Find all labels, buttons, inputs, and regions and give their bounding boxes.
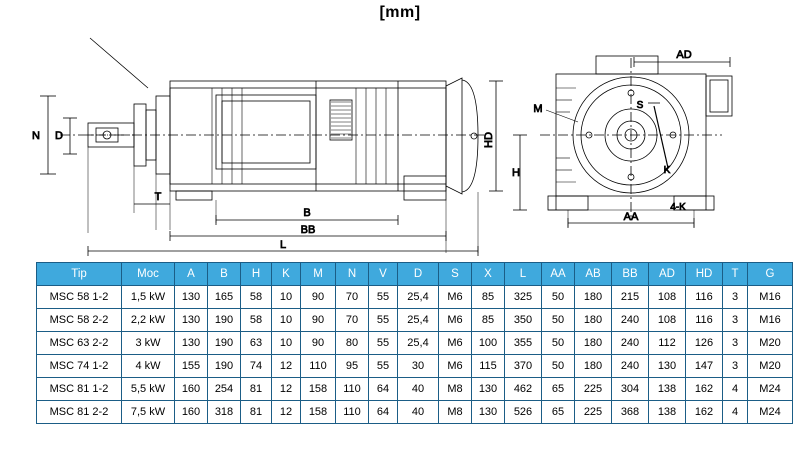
dim-label-K: K — [663, 165, 671, 176]
dim-label-H: H — [512, 167, 520, 179]
cell-bb: 368 — [612, 401, 649, 424]
dim-label-L: L — [279, 239, 287, 251]
cell-d: 40 — [398, 401, 439, 424]
dim-label-S: S — [636, 100, 644, 111]
dim-label-AD: AD — [676, 49, 692, 61]
col-header-l: L — [505, 263, 542, 286]
cell-moc: 4 kW — [122, 355, 175, 378]
cell-hd: 126 — [686, 332, 723, 355]
cell-g: M20 — [748, 332, 793, 355]
cell-hd: 147 — [686, 355, 723, 378]
cell-hd: 116 — [686, 286, 723, 309]
cell-k: 10 — [272, 309, 301, 332]
col-header-ad: AD — [649, 263, 686, 286]
dim-label-B: B — [303, 207, 311, 219]
col-header-n: N — [336, 263, 369, 286]
cell-t: 4 — [723, 401, 748, 424]
col-header-aa: AA — [542, 263, 575, 286]
cell-h: 74 — [241, 355, 272, 378]
cell-x: 100 — [472, 332, 505, 355]
cell-moc: 2,2 kW — [122, 309, 175, 332]
hatch-lines — [331, 102, 351, 138]
front-connector-inner — [710, 80, 728, 112]
cell-x: 130 — [472, 401, 505, 424]
cell-hd: 162 — [686, 401, 723, 424]
cell-m: 90 — [301, 309, 336, 332]
cell-n: 110 — [336, 401, 369, 424]
cell-g: M20 — [748, 355, 793, 378]
cell-ad: 108 — [649, 309, 686, 332]
cell-n: 70 — [336, 286, 369, 309]
cell-h: 58 — [241, 286, 272, 309]
cell-tip: MSC 81 1-2 — [37, 378, 122, 401]
cell-x: 130 — [472, 378, 505, 401]
terminal-box-inner — [222, 101, 310, 163]
cell-s: M6 — [439, 309, 472, 332]
col-header-ab: AB — [575, 263, 612, 286]
motor-body-inner — [170, 88, 446, 184]
cell-h: 58 — [241, 309, 272, 332]
cell-bb: 240 — [612, 332, 649, 355]
table-row — [37, 286, 793, 309]
cell-a: 160 — [175, 401, 208, 424]
cell-k: 10 — [272, 332, 301, 355]
cell-b: 190 — [208, 332, 241, 355]
cell-ad: 112 — [649, 332, 686, 355]
col-header-x: X — [472, 263, 505, 286]
dim-label-4K: 4-K — [670, 202, 686, 213]
col-header-moc: Moc — [122, 263, 175, 286]
cell-tip: MSC 58 2-2 — [37, 309, 122, 332]
cell-moc: 3 kW — [122, 332, 175, 355]
cell-k: 10 — [272, 286, 301, 309]
cell-bb: 304 — [612, 378, 649, 401]
col-header-h: H — [241, 263, 272, 286]
cell-b: 165 — [208, 286, 241, 309]
cell-v: 55 — [369, 286, 398, 309]
cell-b: 254 — [208, 378, 241, 401]
cell-h: 63 — [241, 332, 272, 355]
table-body — [37, 286, 793, 424]
cell-moc: 7,5 kW — [122, 401, 175, 424]
cell-ab: 225 — [575, 401, 612, 424]
cell-b: 318 — [208, 401, 241, 424]
cell-ad: 138 — [649, 401, 686, 424]
cell-s: M6 — [439, 355, 472, 378]
cell-tip: MSC 58 1-2 — [37, 286, 122, 309]
cell-k: 12 — [272, 401, 301, 424]
table-row — [37, 355, 793, 378]
specification-table — [36, 262, 793, 424]
col-header-hd: HD — [686, 263, 723, 286]
terminal-box — [216, 95, 316, 169]
col-header-g: G — [748, 263, 793, 286]
dim-label-BB: BB — [300, 224, 316, 236]
cell-g: M16 — [748, 309, 793, 332]
cooling-fins — [212, 88, 242, 184]
technical-drawing — [0, 18, 800, 258]
cell-k: 12 — [272, 355, 301, 378]
cell-bb: 240 — [612, 309, 649, 332]
cell-b: 190 — [208, 309, 241, 332]
cell-aa: 50 — [542, 332, 575, 355]
unit-label: [mm] — [379, 4, 421, 21]
cell-h: 81 — [241, 378, 272, 401]
col-header-v: V — [369, 263, 398, 286]
cell-t: 4 — [723, 378, 748, 401]
cell-s: M6 — [439, 286, 472, 309]
cell-a: 130 — [175, 332, 208, 355]
cell-l: 370 — [505, 355, 542, 378]
cell-d: 40 — [398, 378, 439, 401]
dim-label-HD: HD — [483, 132, 495, 148]
cell-m: 158 — [301, 378, 336, 401]
cell-aa: 65 — [542, 378, 575, 401]
cell-s: M8 — [439, 401, 472, 424]
col-header-m: M — [301, 263, 336, 286]
cell-a: 130 — [175, 286, 208, 309]
col-header-a: A — [175, 263, 208, 286]
table-header-row — [37, 263, 793, 286]
col-header-b: B — [208, 263, 241, 286]
fan-cover-dome — [462, 80, 478, 192]
cell-ab: 180 — [575, 286, 612, 309]
cell-ab: 180 — [575, 355, 612, 378]
cell-d: 30 — [398, 355, 439, 378]
cell-moc: 1,5 kW — [122, 286, 175, 309]
cell-aa: 65 — [542, 401, 575, 424]
cell-l: 325 — [505, 286, 542, 309]
dim-label-T: T — [154, 191, 162, 203]
foot-left — [176, 191, 212, 200]
cell-a: 155 — [175, 355, 208, 378]
cell-l: 462 — [505, 378, 542, 401]
cell-v: 64 — [369, 401, 398, 424]
cell-ad: 130 — [649, 355, 686, 378]
motor-body — [170, 81, 446, 191]
cell-v: 55 — [369, 332, 398, 355]
dim-label-AA: AA — [623, 211, 639, 223]
cell-ab: 180 — [575, 332, 612, 355]
cell-h: 81 — [241, 401, 272, 424]
cell-m: 90 — [301, 286, 336, 309]
col-header-s: S — [439, 263, 472, 286]
cell-v: 55 — [369, 309, 398, 332]
cell-n: 110 — [336, 378, 369, 401]
cell-d: 25,4 — [398, 309, 439, 332]
cell-tip: MSC 81 2-2 — [37, 401, 122, 424]
cell-bb: 240 — [612, 355, 649, 378]
table-row — [37, 401, 793, 424]
cell-a: 130 — [175, 309, 208, 332]
cell-n: 70 — [336, 309, 369, 332]
cell-k: 12 — [272, 378, 301, 401]
fan-cover — [446, 78, 462, 194]
table-row — [37, 332, 793, 355]
foot-right — [404, 176, 446, 200]
fan-cap — [471, 133, 477, 139]
col-header-t: T — [723, 263, 748, 286]
cell-g: M16 — [748, 286, 793, 309]
table-row — [37, 378, 793, 401]
cell-x: 85 — [472, 309, 505, 332]
cell-ab: 180 — [575, 309, 612, 332]
cell-g: M24 — [748, 378, 793, 401]
dim-label-N: N — [32, 130, 40, 142]
col-header-d: D — [398, 263, 439, 286]
cell-g: M24 — [748, 401, 793, 424]
cell-v: 64 — [369, 378, 398, 401]
cell-bb: 215 — [612, 286, 649, 309]
cell-hd: 162 — [686, 378, 723, 401]
front-foot-left — [548, 196, 588, 210]
cell-t: 3 — [723, 309, 748, 332]
cell-x: 85 — [472, 286, 505, 309]
cell-ad: 108 — [649, 286, 686, 309]
table-row — [37, 309, 793, 332]
cell-b: 190 — [208, 355, 241, 378]
cell-aa: 50 — [542, 355, 575, 378]
cell-m: 158 — [301, 401, 336, 424]
cell-aa: 50 — [542, 286, 575, 309]
cell-n: 95 — [336, 355, 369, 378]
cell-moc: 5,5 kW — [122, 378, 175, 401]
cell-d: 25,4 — [398, 332, 439, 355]
col-header-bb: BB — [612, 263, 649, 286]
cell-t: 3 — [723, 355, 748, 378]
dim-label-D: D — [55, 130, 63, 142]
cell-s: M8 — [439, 378, 472, 401]
cell-n: 80 — [336, 332, 369, 355]
cell-t: 3 — [723, 286, 748, 309]
cell-t: 3 — [723, 332, 748, 355]
cell-a: 160 — [175, 378, 208, 401]
cell-d: 25,4 — [398, 286, 439, 309]
cell-hd: 116 — [686, 309, 723, 332]
cell-v: 55 — [369, 355, 398, 378]
table-head — [37, 263, 793, 286]
cell-ab: 225 — [575, 378, 612, 401]
cell-tip: MSC 63 2-2 — [37, 332, 122, 355]
leader-line — [90, 38, 148, 88]
dim-label-M: M — [533, 103, 543, 115]
ribs-right — [356, 88, 386, 184]
col-header-tip: Tip — [37, 263, 122, 286]
col-header-k: K — [272, 263, 301, 286]
cell-ad: 138 — [649, 378, 686, 401]
cell-m: 90 — [301, 332, 336, 355]
front-terminal-box — [596, 56, 658, 74]
cell-x: 115 — [472, 355, 505, 378]
cell-aa: 50 — [542, 309, 575, 332]
cell-l: 526 — [505, 401, 542, 424]
cell-m: 110 — [301, 355, 336, 378]
cell-l: 350 — [505, 309, 542, 332]
cell-s: M6 — [439, 332, 472, 355]
k-pointer-line — [654, 106, 668, 168]
cell-tip: MSC 74 1-2 — [37, 355, 122, 378]
cell-l: 355 — [505, 332, 542, 355]
